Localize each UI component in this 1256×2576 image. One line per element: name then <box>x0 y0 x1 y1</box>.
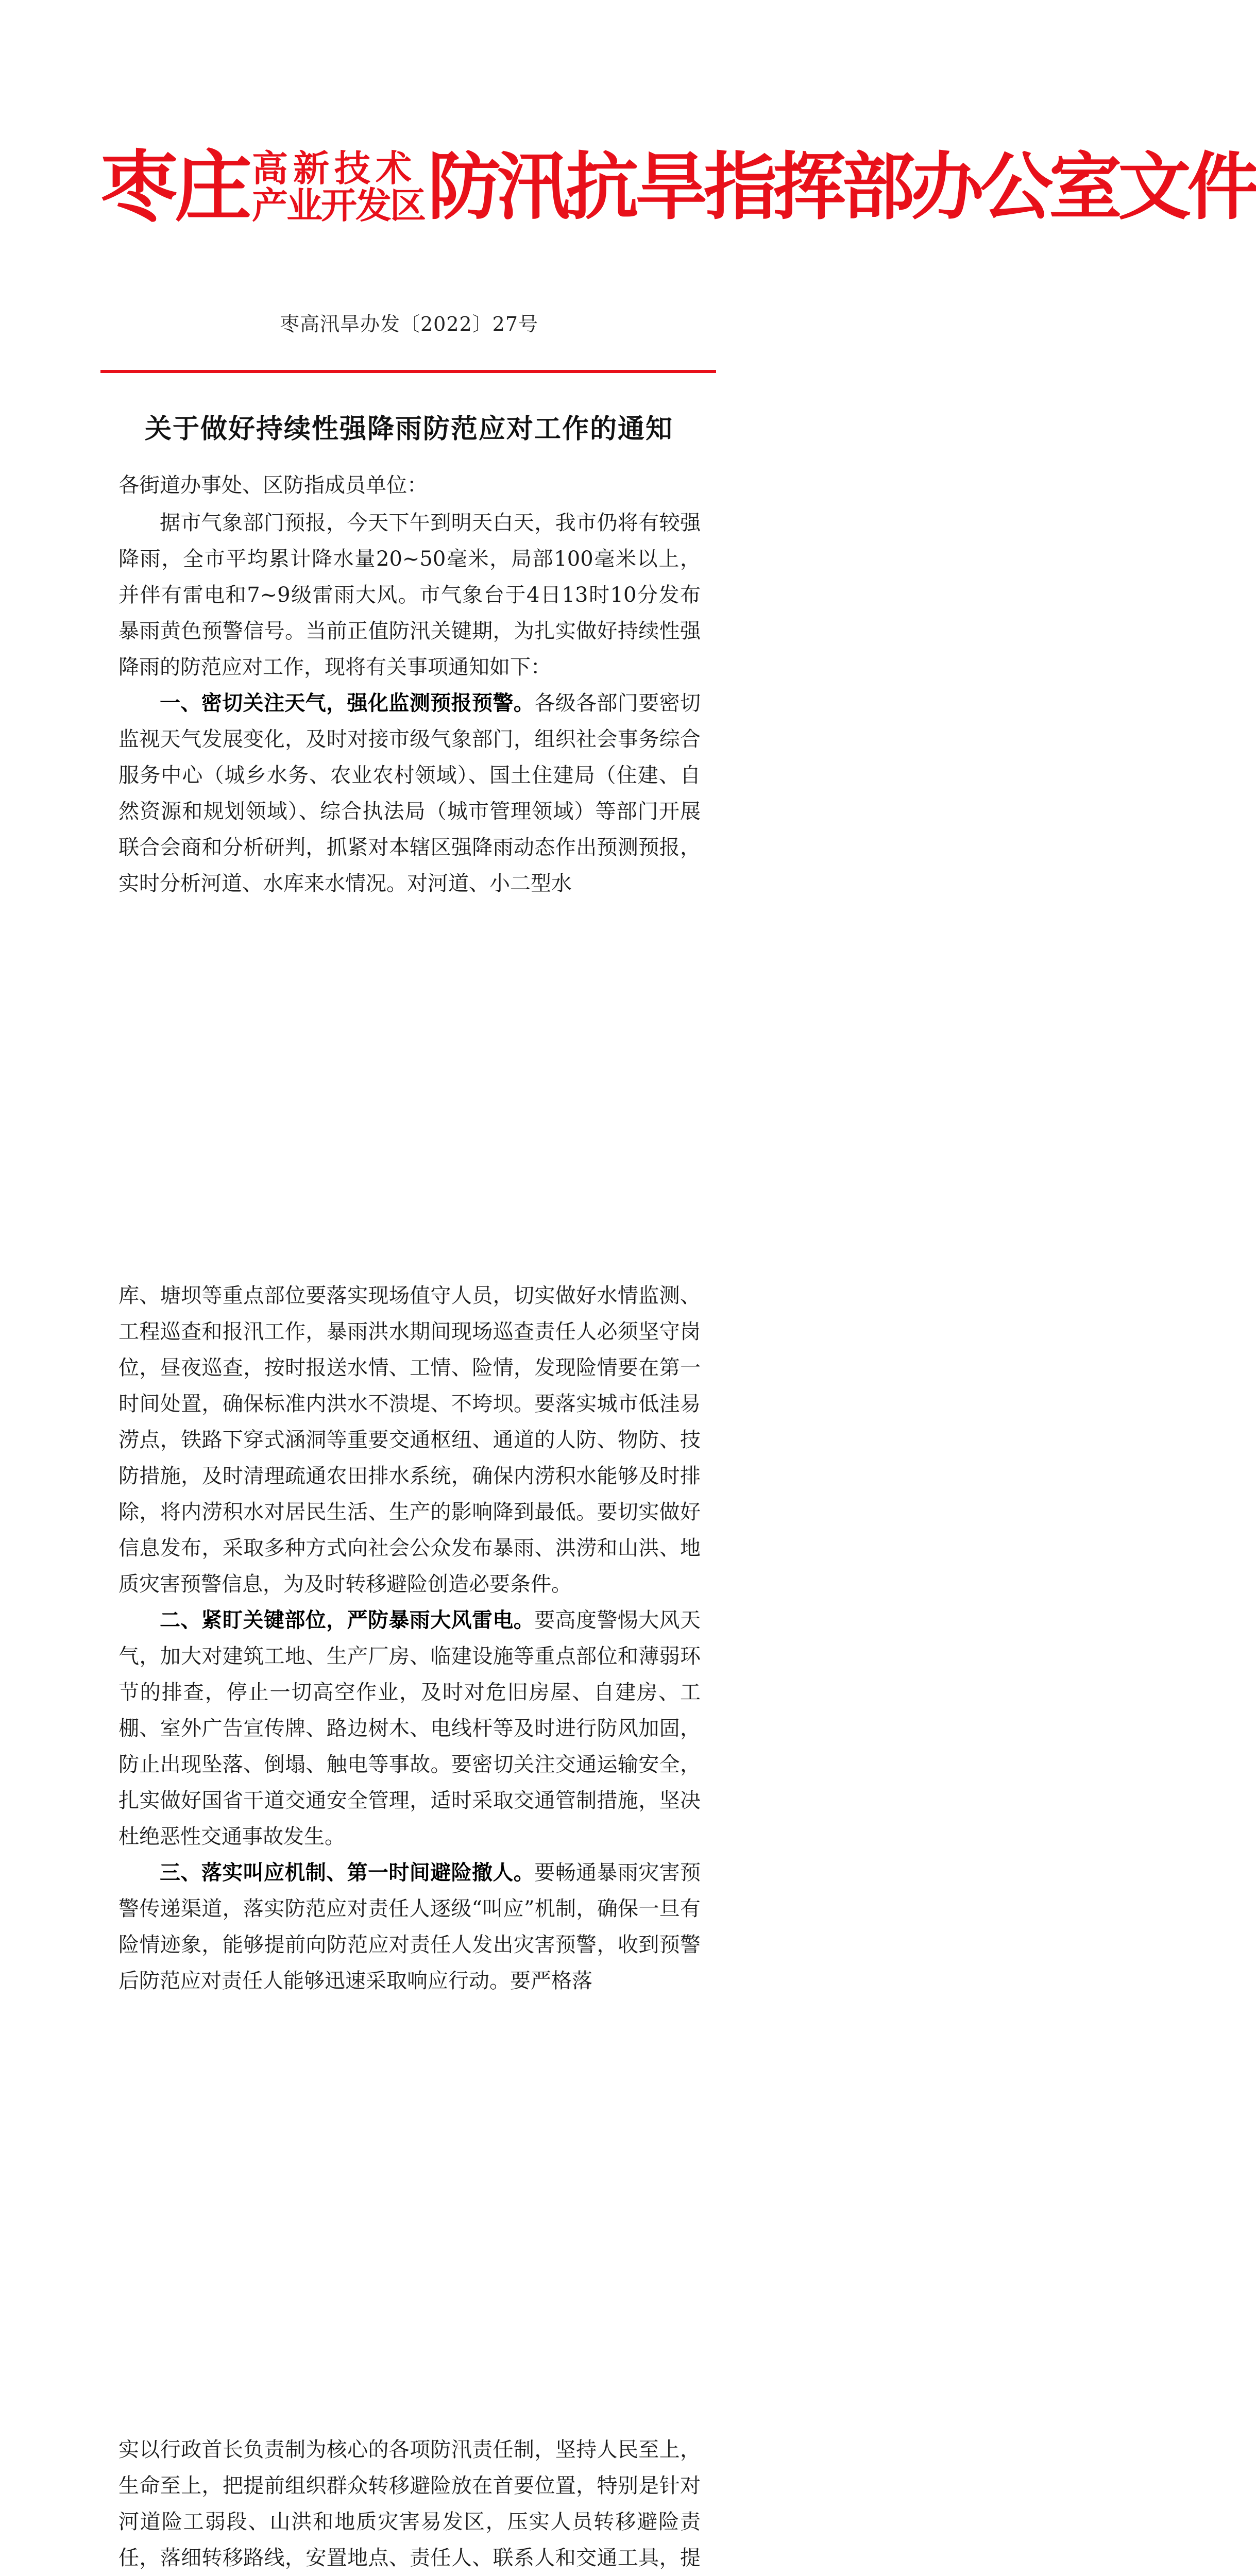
section-3-paragraph <box>118 1855 701 1999</box>
section-3-text-part2: 实以行政首长负责制为核心的各项防汛责任制，坚持人民至上，生命至上，把提前组织群众转移避险放在首要位置，特别是针对河道险工弱段、山洪和地质灾害易发区，压实人员转移避险责任，落细转移路线，安置地点、责任人、联系人和交通工具，提 <box>118 2438 701 2570</box>
document-title: 关于做好持续性强降雨防范应对工作的通知 <box>144 413 673 445</box>
masthead-org-right: 防汛抗旱指挥部办公室文件 <box>428 144 1256 230</box>
masthead-small-top: 高新技术 <box>252 147 417 190</box>
masthead-org-left: 枣庄 <box>100 141 249 232</box>
section-3-heading: 三、落实叫应机制、第一时间避险撤人。 <box>160 1861 535 1885</box>
document-masthead <box>100 131 1256 242</box>
section-1-heading: 一、密切关注天气，强化监测预报预警。 <box>160 691 535 715</box>
masthead-stack <box>252 147 425 227</box>
section-1-text-part2: 库、塘坝等重点部位要落实现场值守人员，切实做好水情监测、工程巡查和报汛工作，暴雨洪水期间现场巡查责任人必须坚守岗位，昼夜巡查，按时报送水情、工情、险情，发现险情要在第一时间处置，确保标准内洪水不溃堤、不垮坝。要落实城市低洼易涝点，铁路下穿式涵洞等重要交通枢纽、通道的人防、物防、技防措施，及时清理疏通农田排水系统，确保内涝积水能够及时排除，将内涝积水对居民生活、生产的影响降到最低。要切实做好信息发布，采取多种方式向社会公众发布暴雨、洪涝和山洪、地质灾害预警信息，为及时转移避险创造必要条件。 <box>118 1284 701 1596</box>
section-2-text: 要高度警惕大风天气，加大对建筑工地、生产厂房、临建设施等重点部位和薄弱环节的排查，停止一切高空作业，及时对危旧房屋、自建房、工棚、室外广告宣传牌、路边树木、电线杆等及时进行防风加固，防止出现坠落、倒塌、触电等事故。要密切关注交通运输安全，扎实做好国省干道交通安全管理，适时采取交通管制措施，坚决杜绝恶性交通事故发生。 <box>118 1608 701 1849</box>
salutation: 各街道办事处、区防指成员单位： <box>118 473 428 497</box>
section-1-text-part1: 各级各部门要密切监视天气发展变化，及时对接市级气象部门，组织社会事务综合服务中心（城乡水务、农业农村领域）、国土住建局（住建、自然资源和规划领域）、综合执法局（城市管理领域）等部门开展联合会商和分析研判，抓紧对本辖区强降雨动态作出预测预报，实时分析河道、水库来水情况。对河道、小二型水 <box>118 691 701 895</box>
document-number: 枣高汛旱办发〔2022〕27号 <box>279 313 539 335</box>
section-2-heading: 二、紧盯关键部位，严防暴雨大风雷电。 <box>160 1608 535 1632</box>
body-page-1 <box>118 505 701 902</box>
masthead-small-bottom: 产业开发区 <box>252 183 425 227</box>
intro-paragraph: 据市气象部门预报，今天下午到明天白天，我市仍将有较强降雨，全市平均累计降水量20~50毫米，局部100毫米以上，并伴有雷电和7~9级雷雨大风。市气象台于4日13时10分发布暴雨黄色预警信号。当前正值防汛关键期，为扎实做好持续性强降雨的防范应对工作，现将有关事项通知如下： <box>118 511 701 679</box>
body-page-2 <box>118 1278 701 1999</box>
section-1-paragraph <box>118 685 701 902</box>
body-page-3 <box>118 2432 701 2576</box>
section-3-text-part1: 要畅通暴雨灾害预警传递渠道，落实防范应对责任人逐级“叫应”机制，确保一旦有险情迹象，能够提前向防范应对责任人发出灾害预警，收到预警后防范应对责任人能够迅速采取响应行动。要严格落 <box>118 1861 701 1993</box>
red-divider-line <box>100 370 716 373</box>
section-2-paragraph <box>118 1602 701 1855</box>
